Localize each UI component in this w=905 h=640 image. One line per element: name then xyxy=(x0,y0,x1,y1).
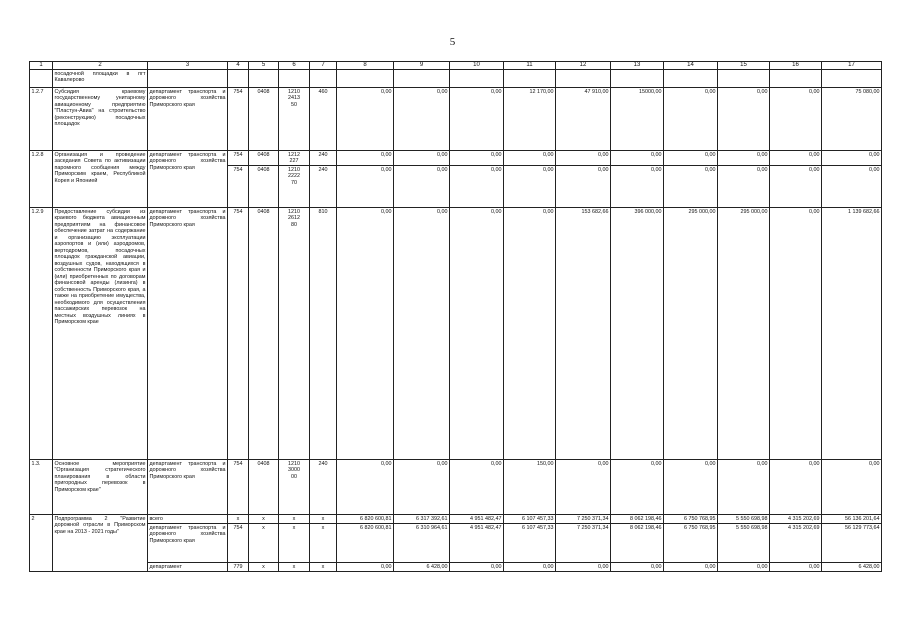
value-cell: 0,00 xyxy=(664,88,718,151)
table-row-1-2-8 xyxy=(30,151,882,166)
code-csr: x xyxy=(279,524,310,563)
value-cell: 0,00 xyxy=(664,151,718,166)
col-header: 1 xyxy=(30,62,53,70)
table-row-2-sub xyxy=(30,524,882,563)
row-executor: департамент xyxy=(148,563,228,572)
value-cell: 4 315 202,69 xyxy=(770,515,822,524)
value-cell: 7 250 371,34 xyxy=(556,515,611,524)
value-cell: 5 550 698,98 xyxy=(718,524,770,563)
value-cell: 295 000,00 xyxy=(664,208,718,460)
value-cell: 4 951 482,47 xyxy=(450,524,504,563)
value-cell: 0,00 xyxy=(556,460,611,515)
value-cell: 0,00 xyxy=(450,563,504,572)
row-executor: департамент транспорта и дорожного хозяйства Приморского края xyxy=(148,524,228,563)
value-cell: 56 129 773,64 xyxy=(822,524,882,563)
value-cell: 0,00 xyxy=(556,166,611,208)
col-header: 5 xyxy=(249,62,279,70)
col-header: 15 xyxy=(718,62,770,70)
value-cell: 0,00 xyxy=(664,166,718,208)
code-csr: x xyxy=(279,563,310,572)
code-rzpr: 0408 xyxy=(249,166,279,208)
value-cell: 0,00 xyxy=(450,88,504,151)
value-cell: 0,00 xyxy=(718,563,770,572)
col-header: 12 xyxy=(556,62,611,70)
row-executor: департамент транспорта и дорожного хозяйства Приморского края xyxy=(148,88,228,151)
value-cell: 1 139 682,66 xyxy=(822,208,882,460)
value-cell: 6 428,00 xyxy=(394,563,450,572)
value-cell: 56 136 201,64 xyxy=(822,515,882,524)
value-cell: 0,00 xyxy=(718,88,770,151)
code-rzpr: 0408 xyxy=(249,208,279,460)
value-cell: 6 317 392,61 xyxy=(394,515,450,524)
row-name: Предоставление субсидии из краевого бюджета авиационным предприятиям на финансовое обеспечение затрат на содержание и организацию эксплуатации аэропортов и (или) аэродромов, вертодромов, посадочных площадок гражданской авиации, воздушных судов, находящихся в собственности Приморского края и (или) приобретенных по договорам финансовой аренды (лизинга) в собственность Приморского края, а также на приобретение имущества, необходимого для осуществления пассажирских перевозок на местных воздушных линиях в Приморском крае xyxy=(53,208,148,460)
col-header: 13 xyxy=(611,62,664,70)
value-cell: 0,00 xyxy=(611,151,664,166)
value-cell: 0,00 xyxy=(394,166,450,208)
value-cell: 6 750 768,95 xyxy=(664,524,718,563)
code-rzpr: x xyxy=(249,563,279,572)
code-grbs: x xyxy=(228,515,249,524)
row-number: 1.3. xyxy=(30,460,53,515)
row-number: 1.2.7 xyxy=(30,88,53,151)
row-name: Субсидия краевому государственному унитарному авиационному предприятию "Пластун-Авиа" на строительство (реконструкцию) посадочных площадок xyxy=(53,88,148,151)
value-cell: 6 107 457,33 xyxy=(504,515,556,524)
value-cell: 7 250 371,34 xyxy=(556,524,611,563)
col-header: 6 xyxy=(279,62,310,70)
value-cell: 0,00 xyxy=(770,563,822,572)
code-vr: 240 xyxy=(310,151,337,166)
code-vr: 810 xyxy=(310,208,337,460)
code-csr: x xyxy=(279,515,310,524)
value-cell: 0,00 xyxy=(450,460,504,515)
value-cell: 0,00 xyxy=(611,563,664,572)
value-cell: 6 310 964,61 xyxy=(394,524,450,563)
col-header: 10 xyxy=(450,62,504,70)
value-cell: 0,00 xyxy=(556,151,611,166)
table-row-1-2-7 xyxy=(30,88,882,151)
table-row-1-3 xyxy=(30,460,882,515)
code-rzpr: 0408 xyxy=(249,88,279,151)
code-vr: x xyxy=(310,524,337,563)
value-cell: 0,00 xyxy=(337,88,394,151)
col-header: 17 xyxy=(822,62,882,70)
value-cell: 12 170,00 xyxy=(504,88,556,151)
row-name: Организация и проведение заседания Совета по активизации паромного сообщения между Приморским краем, Республикой Корея и Японией xyxy=(53,151,148,208)
value-cell: 0,00 xyxy=(504,166,556,208)
value-cell: 4 951 482,47 xyxy=(450,515,504,524)
row-name: посадочной площадки в пгт Кавалерово xyxy=(53,70,148,88)
row-number: 1.2.9 xyxy=(30,208,53,460)
value-cell: 0,00 xyxy=(770,166,822,208)
value-cell: 4 315 202,69 xyxy=(770,524,822,563)
value-cell: 0,00 xyxy=(337,563,394,572)
col-header: 7 xyxy=(310,62,337,70)
code-rzpr: x xyxy=(249,524,279,563)
value-cell: 0,00 xyxy=(450,166,504,208)
value-cell: 0,00 xyxy=(718,151,770,166)
value-cell: 0,00 xyxy=(770,208,822,460)
code-grbs: 754 xyxy=(228,524,249,563)
value-cell: 0,00 xyxy=(337,166,394,208)
code-csr: 1212 227 xyxy=(279,151,310,166)
code-csr: 1210 3000 00 xyxy=(279,460,310,515)
value-cell: 75 080,00 xyxy=(822,88,882,151)
code-vr: 240 xyxy=(310,166,337,208)
value-cell: 0,00 xyxy=(337,460,394,515)
row-number: 2 xyxy=(30,515,53,571)
code-grbs: 754 xyxy=(228,460,249,515)
table-row-2 xyxy=(30,515,882,524)
value-cell: 0,00 xyxy=(450,151,504,166)
col-header: 4 xyxy=(228,62,249,70)
value-cell: 0,00 xyxy=(504,208,556,460)
code-csr: 1210 2413 50 xyxy=(279,88,310,151)
value-cell: 0,00 xyxy=(611,460,664,515)
code-grbs: 779 xyxy=(228,563,249,572)
code-grbs: 754 xyxy=(228,151,249,166)
code-vr: 460 xyxy=(310,88,337,151)
value-cell: 6 107 457,33 xyxy=(504,524,556,563)
value-cell: 15000,00 xyxy=(611,88,664,151)
value-cell: 0,00 xyxy=(718,460,770,515)
code-grbs: 754 xyxy=(228,166,249,208)
value-cell: 6 820 600,81 xyxy=(337,524,394,563)
value-cell: 0,00 xyxy=(556,563,611,572)
col-header: 11 xyxy=(504,62,556,70)
row-executor: департамент транспорта и дорожного хозяйства Приморского края xyxy=(148,208,228,460)
code-rzpr: x xyxy=(249,515,279,524)
value-cell: 0,00 xyxy=(450,208,504,460)
value-cell: 0,00 xyxy=(337,208,394,460)
code-csr: 1210 2222 70 xyxy=(279,166,310,208)
code-vr: 240 xyxy=(310,460,337,515)
value-cell: 0,00 xyxy=(394,88,450,151)
code-grbs: 754 xyxy=(228,208,249,460)
value-cell: 295 000,00 xyxy=(718,208,770,460)
value-cell: 0,00 xyxy=(770,460,822,515)
value-cell: 396 000,00 xyxy=(611,208,664,460)
row-executor: департамент транспорта и дорожного хозяйства Приморского края xyxy=(148,151,228,208)
value-cell: 0,00 xyxy=(504,563,556,572)
table-row-1-2-9 xyxy=(30,208,882,460)
col-header: 14 xyxy=(664,62,718,70)
row-executor: департамент транспорта и дорожного хозяйства Приморского края xyxy=(148,460,228,515)
value-cell: 150,00 xyxy=(504,460,556,515)
value-cell: 6 428,00 xyxy=(822,563,882,572)
code-grbs: 754 xyxy=(228,88,249,151)
col-header: 3 xyxy=(148,62,228,70)
col-header: 8 xyxy=(337,62,394,70)
code-vr: x xyxy=(310,563,337,572)
value-cell: 0,00 xyxy=(394,208,450,460)
row-executor: всего xyxy=(148,515,228,524)
value-cell: 6 750 768,95 xyxy=(664,515,718,524)
value-cell: 0,00 xyxy=(394,460,450,515)
code-rzpr: 0408 xyxy=(249,460,279,515)
value-cell: 0,00 xyxy=(822,460,882,515)
code-csr: 1210 2612 80 xyxy=(279,208,310,460)
header-row xyxy=(30,62,882,70)
value-cell: 0,00 xyxy=(394,151,450,166)
table-row-2-sub xyxy=(30,563,882,572)
value-cell: 0,00 xyxy=(664,460,718,515)
value-cell: 5 550 698,98 xyxy=(718,515,770,524)
value-cell: 0,00 xyxy=(504,151,556,166)
row-number: 1.2.8 xyxy=(30,151,53,208)
col-header: 9 xyxy=(394,62,450,70)
value-cell: 0,00 xyxy=(822,151,882,166)
code-rzpr: 0408 xyxy=(249,151,279,166)
value-cell: 0,00 xyxy=(770,88,822,151)
value-cell: 0,00 xyxy=(611,166,664,208)
value-cell: 47 910,00 xyxy=(556,88,611,151)
value-cell: 0,00 xyxy=(718,166,770,208)
page-number: 5 xyxy=(449,36,456,48)
value-cell: 0,00 xyxy=(770,151,822,166)
value-cell: 0,00 xyxy=(822,166,882,208)
value-cell: 0,00 xyxy=(337,151,394,166)
row-name: Основное мероприятие "Организация стратегического планирования в области пригородных перевозок в Приморском крае" xyxy=(53,460,148,515)
code-vr: x xyxy=(310,515,337,524)
value-cell: 8 062 198,46 xyxy=(611,524,664,563)
table-row-continuation xyxy=(30,70,882,88)
col-header: 16 xyxy=(770,62,822,70)
row-name: Подпрограмма 2 "Развитие дорожной отрасли в Приморском крае на 2013 - 2021 годы" xyxy=(53,515,148,571)
value-cell: 0,00 xyxy=(664,563,718,572)
value-cell: 6 820 600,81 xyxy=(337,515,394,524)
col-header: 2 xyxy=(53,62,148,70)
value-cell: 8 062 198,46 xyxy=(611,515,664,524)
budget-table xyxy=(29,61,882,572)
value-cell: 153 682,66 xyxy=(556,208,611,460)
